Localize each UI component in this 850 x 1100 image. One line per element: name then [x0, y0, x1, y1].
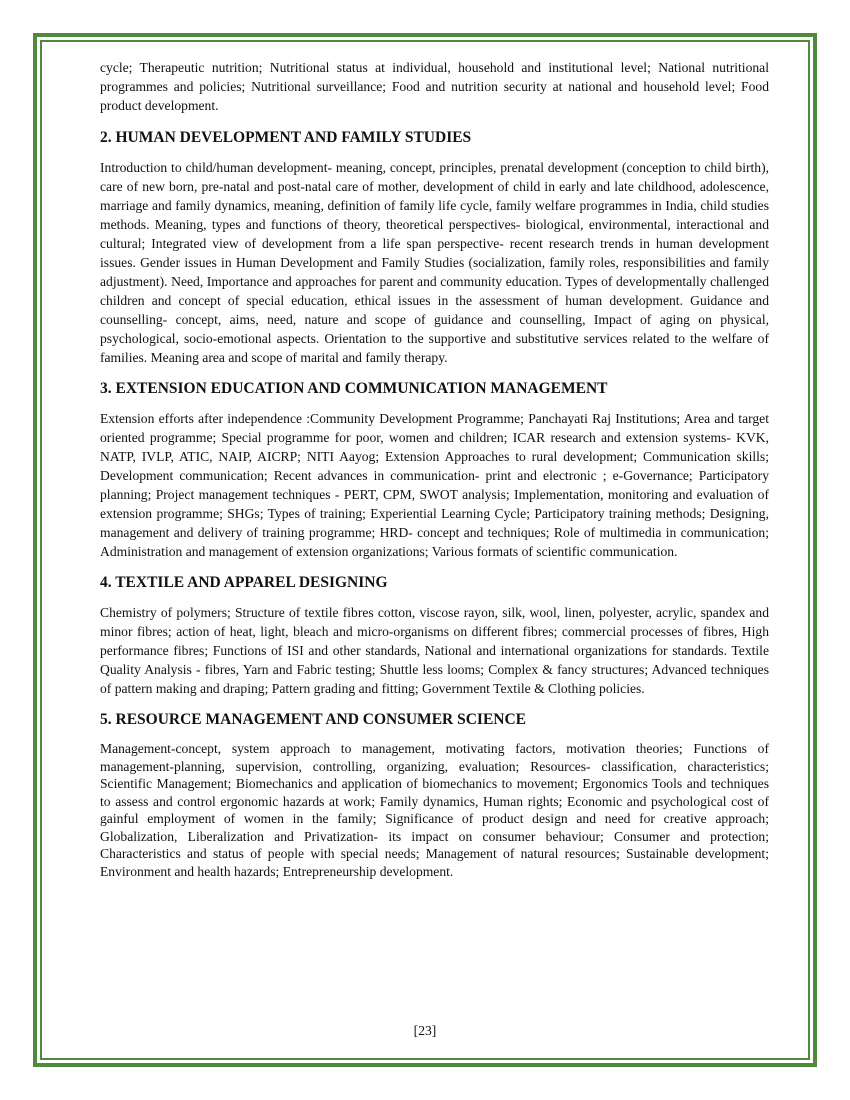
section-heading-extension-education: 3. EXTENSION EDUCATION AND COMMUNICATION MANAGEMENT	[100, 380, 608, 397]
intro-paragraph: cycle; Therapeutic nutrition; Nutritional status at individual, household and institutional level; National nutritional programmes and policies; Nutritional surveillance; Food and nutrition security at national and household level; Food product development.	[100, 60, 769, 113]
section-heading-human-development: 2. HUMAN DEVELOPMENT AND FAMILY STUDIES	[100, 129, 472, 146]
section-body-resource-management: Management-concept, system approach to management, motivating factors, motivation theories; Functions of management-planning, supervision, controlling, organizing, evaluation; Resources- classification, characteristics; Scientific Management; Biomechanics and application of biomechanics to movement; Ergonomics Tools and techniques to assess and control ergonomic hazards at work; Family dynamics, Human rights; Economic and psychological cost of gainful employment of women in the family; Significance of product design and need for creative approach; Globalization, Liberalization and Privatization- its impact on consumer behaviour; Consumer and protection; Characteristics and status of people with special needs; Management of natural resources; Sustainable development; Environment and health hazards; Entrepreneurship development.	[100, 741, 769, 879]
page-number: [23]	[413, 1023, 437, 1038]
section-body-human-development: Introduction to child/human development- meaning, concept, principles, prenatal development (conception to child birth), care of new born, pre-natal and post-natal care of mother, development of child in early and late childhood, adolescence, marriage and family dynamics, meaning, definition of family life cycle, family welfare programmes in India, child studies methods. Meaning, types and functions of theory, theoretical perspectives- biological, environmental, interactional and cultural; Integrated view of development from a life span perspective- recent research trends in human development issues. Gender issues in Human Development and Family Studies (socialization, family roles, responsibilities and family adjustment). Need, Importance and approaches for parent and community education. Types of developmentally challenged children and concept of special education, ethical issues in the assessment of human development. Guidance and counselling- concept, aims, need, nature and scope of guidance and counselling, Impact of aging on physical, psychological, socio-emotional aspects. Orientation to the supportive and substitutive services related to the welfare of families. Meaning area and scope of marital and family therapy.	[100, 160, 769, 365]
section-heading-textile-apparel: 4. TEXTILE AND APPAREL DESIGNING	[100, 574, 388, 591]
section-body-textile-apparel: Chemistry of polymers; Structure of textile fibres cotton, viscose rayon, silk, wool, linen, polyester, acrylic, spandex and minor fibres; action of heat, light, bleach and micro-organisms on different fibres; commercial processes of fibres, High performance fibres; Functions of ISI and other standards, National and international organizations for standards. Textile Quality Analysis - fibres, Yarn and Fabric testing; Shuttle less looms; Complex & fancy structures; Advanced techniques of pattern making and draping; Pattern grading and fitting; Government Textile & Clothing policies.	[100, 605, 769, 696]
section-body-extension-education: Extension efforts after independence :Community Development Programme; Panchayati Raj Institutions; Area and target oriented programme; Special programme for poor, women and children; ICAR research and extension systems- KVK, NATP, IVLP, ATIC, NAIP, AICRP; NITI Aayog; Extension Approaches to rural development; Communication skills; Development communication; Recent advances in communication- print and electronic ; e-Governance; Participatory planning; Project management techniques - PERT, CPM, SWOT analysis; Implementation, monitoring and evaluation of extension programme; SHGs; Types of training; Experiential Learning Cycle; Participatory training methods; Designing, management and delivery of training programme; HRD- concept and techniques; Role of multimedia in communication; Administration and management of extension organizations; Various formats of scientific communication.	[100, 411, 769, 559]
page-content	[100, 58, 769, 880]
section-heading-resource-management: 5. RESOURCE MANAGEMENT AND CONSUMER SCIENCE	[100, 711, 527, 728]
